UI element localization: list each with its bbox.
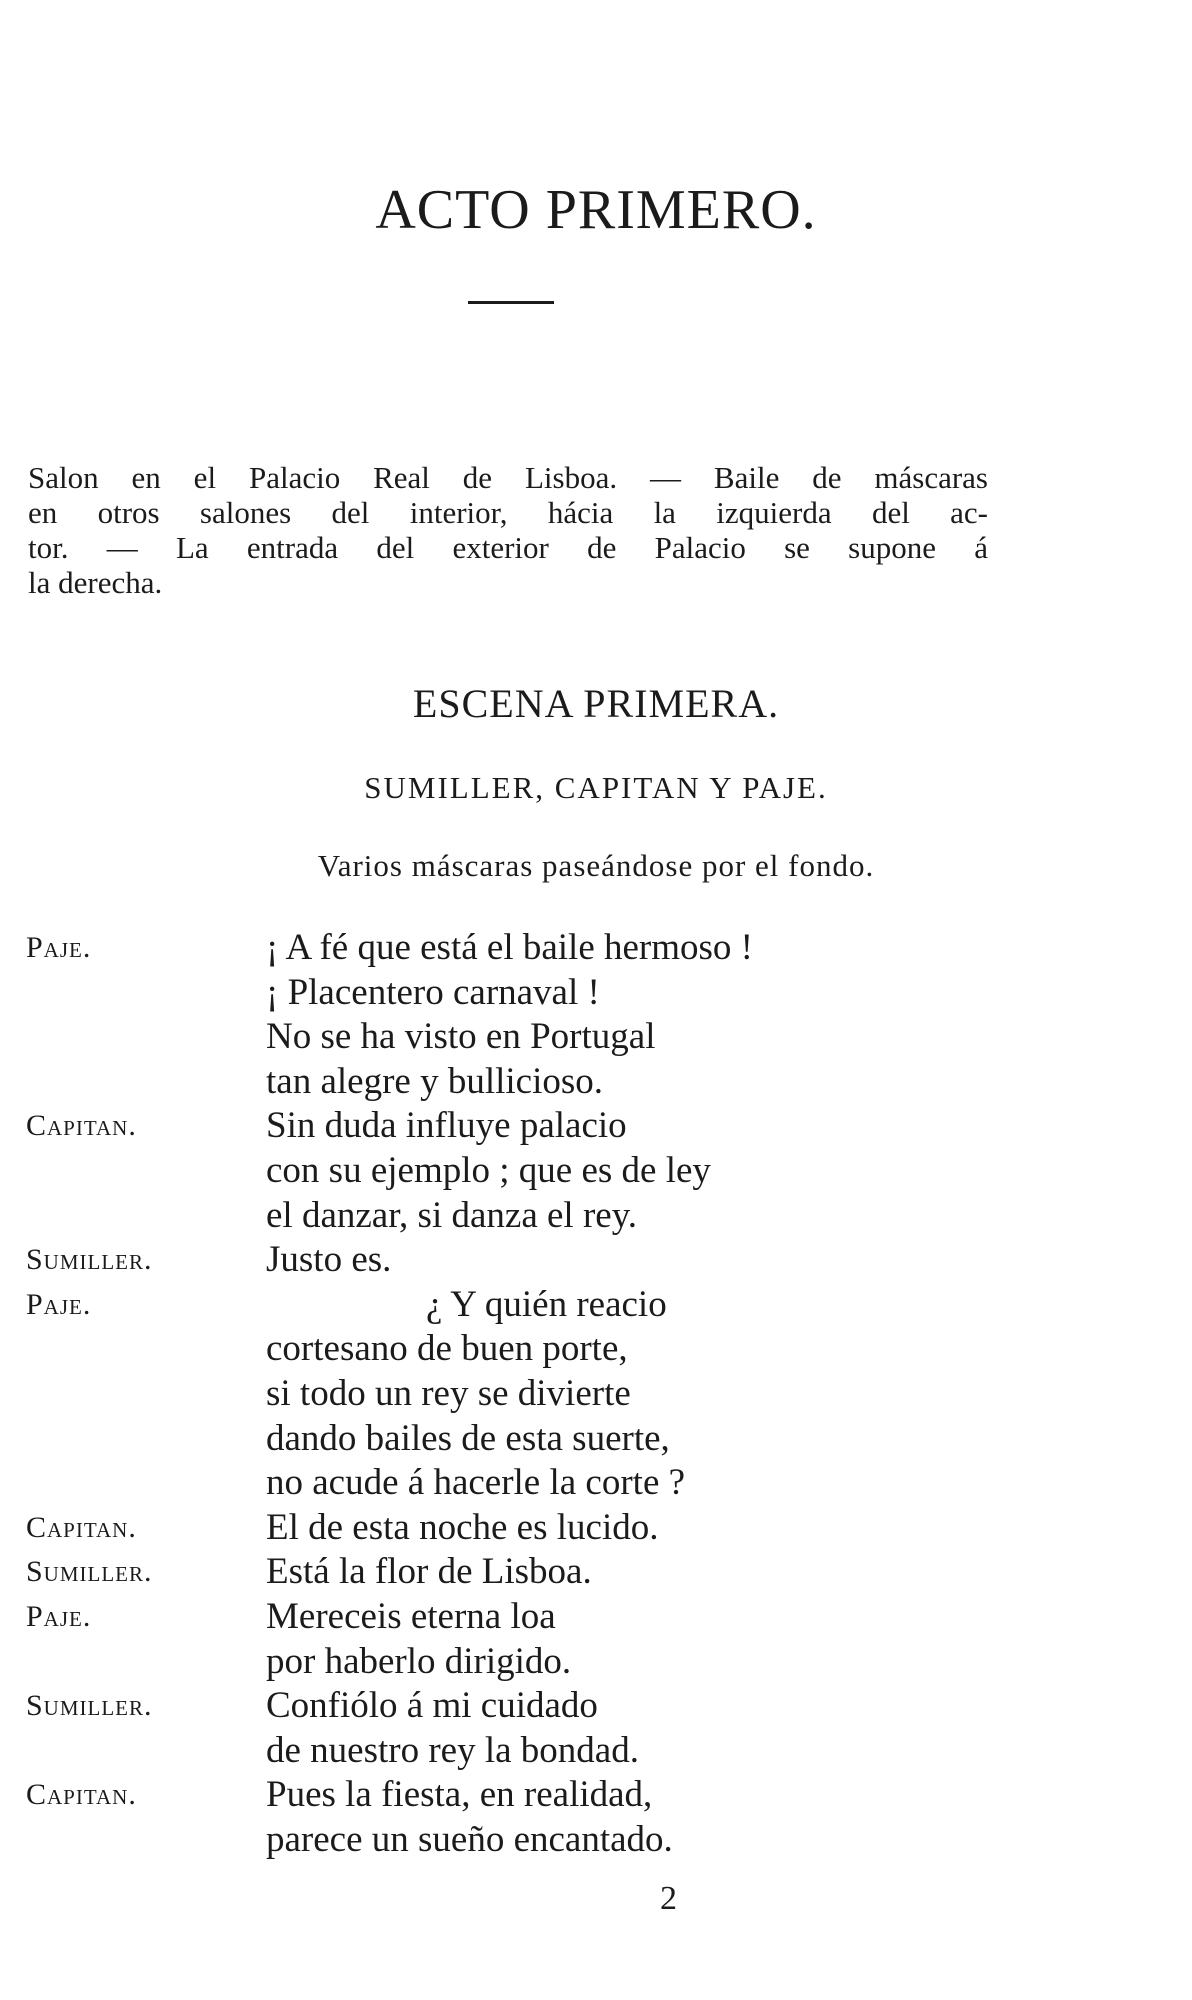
scene-title: ESCENA PRIMERA. [412,681,780,726]
verse-text: El de esta noche es lucido. [266,1506,659,1548]
stage-direction-line: Salon en el Palacio Real de Lisboa. — Baile de máscaras [28,460,988,495]
dialogue-line [26,926,1126,971]
dialogue-line [26,1818,1126,1863]
dialogue-line [26,1327,1126,1372]
verse-text: Confiólo á mi cuidado [266,1685,598,1727]
dialogue-line [26,1640,1126,1685]
verse-text: Justo es. [266,1239,392,1281]
verse-text: cortesano de buen porte, [266,1328,628,1370]
scene-characters: SUMILLER, CAPITAN Y PAJE. [364,770,828,805]
dialogue-line [26,1684,1126,1729]
verse-text: Pues la fiesta, en realidad, [266,1774,653,1816]
verse-text: con su ejemplo ; que es de ley [266,1149,711,1191]
verse-text: ¡ A fé que está el baile hermoso ! [266,927,753,968]
verse-text: tan alegre y bullicioso. [266,1060,604,1102]
verse-text: Mereceis eterna loa [266,1595,556,1637]
dialogue-line [26,1773,1126,1818]
verse-text: Está la flor de Lisboa. [266,1551,592,1593]
speaker-name: Sumiller. [26,1243,153,1277]
verse-text: ¿ Y quién reacio [426,1283,667,1325]
dialogue-line [26,1372,1126,1417]
speaker-name: Paje. [26,1287,92,1321]
dialogue-line [26,1506,1126,1551]
verse-text: el danzar, si danza el rey. [266,1194,638,1236]
speaker-name: Capitan. [26,1109,137,1143]
verse-text: Sin duda influye palacio [266,1105,627,1147]
dialogue-line [26,1595,1126,1640]
verse-text: No se ha visto en Portugal [266,1016,656,1058]
dialogue-line [26,1104,1126,1149]
stage-direction [28,460,988,600]
stage-direction-line: la derecha. [28,565,163,600]
verse-text: de nuestro rey la bondad. [266,1729,639,1771]
speaker-name: Capitan. [26,1510,137,1544]
dialogue-line [26,1461,1126,1506]
dialogue-line [26,1550,1126,1595]
scene-note: Varios máscaras paseándose por el fondo. [317,848,875,883]
stage-direction-line: en otros salones del interior, hácia la izquierda del ac- [28,495,988,530]
speaker-name: Capitan. [26,1778,137,1812]
stage-direction-line: tor. — La entrada del exterior de Palacio se supone á [28,530,988,565]
dialogue-line [26,1060,1126,1105]
dialogue-line [26,1283,1126,1328]
page-number: 2 [660,1880,677,1917]
act-title: ACTO PRIMERO. [375,179,817,241]
dialogue-line [26,1194,1126,1239]
speaker-name: Sumiller. [26,1689,153,1723]
dialogue-line [26,1238,1126,1283]
dialogue-line [26,1729,1126,1774]
verse-text: por haberlo dirigido. [266,1640,572,1682]
verse-text: dando bailes de esta suerte, [266,1417,670,1459]
dialogue-line [26,971,1126,1016]
dialogue-line [26,1417,1126,1462]
speaker-name: Paje. [26,1599,92,1633]
verse-text: ¡ Placentero carnaval ! [266,971,600,1013]
verse-text: parece un sueño encantado. [266,1818,673,1860]
verse-text: no acude á hacerle la corte ? [266,1462,686,1504]
title-divider [468,301,554,304]
dialogue-line [26,1015,1126,1060]
dialogue-line [26,1149,1126,1194]
dialogue [26,926,1126,1862]
speaker-name: Sumiller. [26,1555,153,1589]
speaker-name: Paje. [26,931,92,964]
verse-text: si todo un rey se divierte [266,1372,631,1414]
